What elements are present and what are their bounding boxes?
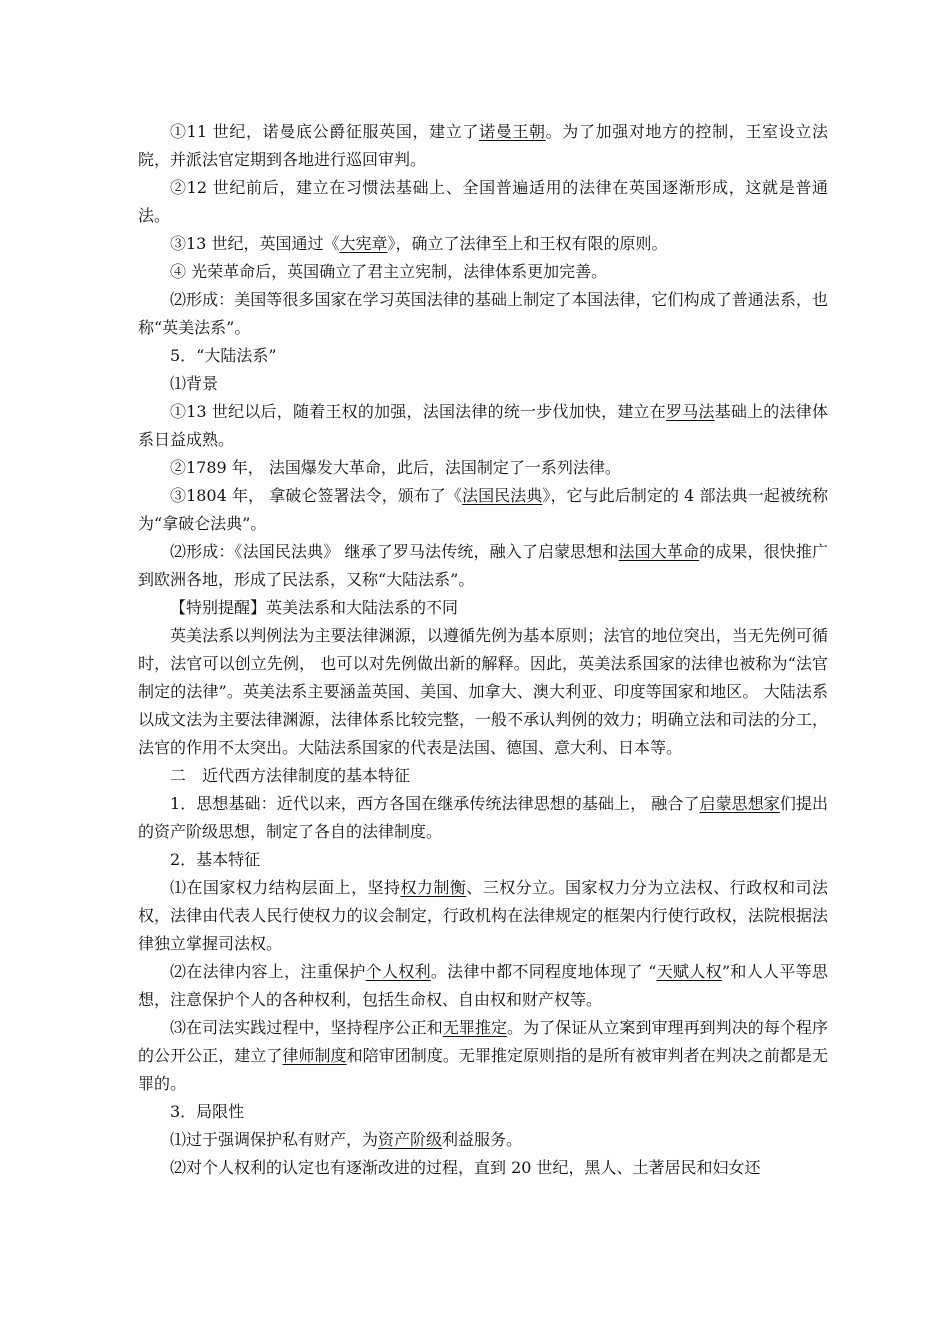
text-run: 们提出的资产阶级思想，制定了各自的法律制度。	[138, 794, 828, 841]
text-run: ③1804 年， 拿破仑签署法令，颁布了《	[170, 486, 463, 505]
paragraph	[138, 874, 828, 958]
paragraph	[138, 762, 828, 790]
paragraph	[138, 1098, 828, 1126]
text-run: ⑵形成：《法国民法典》 继承了罗马法传统，融入了启蒙思想和	[170, 542, 619, 561]
text-run: ⑵在法律内容上，注重保护	[170, 962, 366, 981]
text-run: ⑴背景	[170, 374, 219, 393]
paragraph	[138, 790, 828, 846]
paragraph	[138, 846, 828, 874]
underlined-term: 天赋人权	[656, 962, 722, 981]
paragraph	[138, 370, 828, 398]
text-run: ”和人人平等思想，注意保护个人的各种权利，包括生命权、自由权和财产权等。	[138, 962, 828, 1009]
underlined-term: 律师制度	[282, 1046, 347, 1065]
text-run: 。为了保证从立案到审理再到判决的每个程序的公开公正，建立了	[138, 1018, 828, 1065]
text-run: 二 近代西方法律制度的基本特征	[170, 766, 411, 785]
paragraph	[138, 286, 828, 342]
paragraph	[138, 454, 828, 482]
paragraph	[138, 538, 828, 594]
text-run: ③13 世纪，英国通过《	[170, 234, 340, 253]
text-run: 。为了加强对地方的控制，王室设立法院，并派法官定期到各地进行巡回审判。	[138, 122, 828, 169]
text-run: 5．“大陆法系”	[170, 346, 277, 365]
text-run: ⑵形成：美国等很多国家在学习英国法律的基础上制定了本国法律，它们构成了普通法系，也称“英美法系”。	[138, 290, 828, 337]
underlined-term: 启蒙思想家	[699, 794, 780, 813]
text-run: 和陪审团制度。无罪推定原则指的是所有被审判者在判决之前都是无罪的。	[138, 1046, 828, 1093]
text-run: ⑵对个人权利的认定也有逐渐改进的过程，直到 20 世纪，黑人、土著居民和妇女还	[170, 1158, 761, 1177]
document-body	[138, 118, 828, 1182]
text-run: 基础上的法律体系日益成熟。	[138, 402, 828, 449]
text-run: 1．思想基础：近代以来，西方各国在继承传统法律思想的基础上， 融合了	[170, 794, 700, 813]
paragraph	[138, 174, 828, 230]
text-run: 、三权分立。国家权力分为立法权、行政权和司法权，法律由代表人民行使权力的议会制定，行政机构在法律规定的框架内行使行政权，法院根据法律独立掌握司法权。	[138, 878, 828, 953]
underlined-term: 权力制衡	[400, 878, 467, 897]
underlined-term: 大宪章	[339, 234, 388, 253]
text-run: 【特别提醒】英美法系和大陆法系的不同	[170, 598, 459, 617]
paragraph	[138, 398, 828, 454]
underlined-term: 法国民法典	[462, 486, 543, 505]
text-run: ⑴过于强调保护私有财产，为	[170, 1130, 379, 1149]
text-run: ②12 世纪前后，建立在习惯法基础上、全国普遍适用的法律在英国逐渐形成，这就是普通法。	[138, 178, 828, 225]
text-run: ⑶在司法实践过程中，坚持程序公正和	[170, 1018, 443, 1037]
text-run: 2．基本特征	[170, 850, 261, 869]
underlined-term: 资产阶级	[378, 1130, 443, 1149]
text-run: 的成果，很快推广到欧洲各地，形成了民法系，又称“大陆法系”。	[138, 542, 828, 589]
text-run: ②1789 年， 法国爆发大革命，此后，法国制定了一系列法律。	[170, 458, 621, 477]
paragraph	[138, 118, 828, 174]
text-run: 3．局限性	[170, 1102, 245, 1121]
text-run: ①13 世纪以后，随着王权的加强，法国法律的统一步伐加快，建立在	[170, 402, 666, 421]
paragraph	[138, 482, 828, 538]
paragraph	[138, 1014, 828, 1098]
paragraph	[138, 1126, 828, 1154]
paragraph	[138, 958, 828, 1014]
paragraph	[138, 342, 828, 370]
underlined-term: 法国大革命	[618, 542, 700, 561]
underlined-term: 个人权利	[365, 962, 431, 981]
paragraph	[138, 258, 828, 286]
text-run: 英美法系以判例法为主要法律渊源，以遵循先例为基本原则；法官的地位突出，当无先例可循时，法官可以创立先例， 也可以对先例做出新的解释。因此，英美法系国家的法律也被称为“法官制定的法律”。英美法系主要涵盖英国、美国、加拿大、澳大利亚、印度等国家和地区。 大陆法系以成文法为主要法律渊源，法律体系比较完整，一般不承认判例的效力；明确立法和司法的分工，法官的作用不太突出。大陆法系国家的代表是法国、德国、意大利、日本等。	[138, 626, 828, 757]
text-run: 利益服务。	[442, 1130, 523, 1149]
text-run: 》，它与此后制定的 4 部法典一起被统称为“拿破仑法典”。	[138, 486, 828, 533]
paragraph	[138, 1154, 828, 1182]
paragraph	[138, 622, 828, 762]
paragraph	[138, 594, 828, 622]
paragraph	[138, 230, 828, 258]
text-run: 。法律中都不同程度地体现了 “	[430, 962, 657, 981]
text-run: ④ 光荣革命后，英国确立了君主立宪制，法律体系更加完善。	[170, 262, 608, 281]
text-run: 》，确立了法律至上和王权有限的原则。	[387, 234, 668, 253]
underlined-term: 罗马法	[666, 402, 715, 421]
text-run: ①11 世纪，诺曼底公爵征服英国，建立了	[170, 122, 480, 141]
text-run: ⑴在国家权力结构层面上，坚持	[170, 878, 401, 897]
underlined-term: 诺曼王朝	[479, 122, 546, 141]
underlined-term: 无罪推定	[442, 1018, 508, 1037]
